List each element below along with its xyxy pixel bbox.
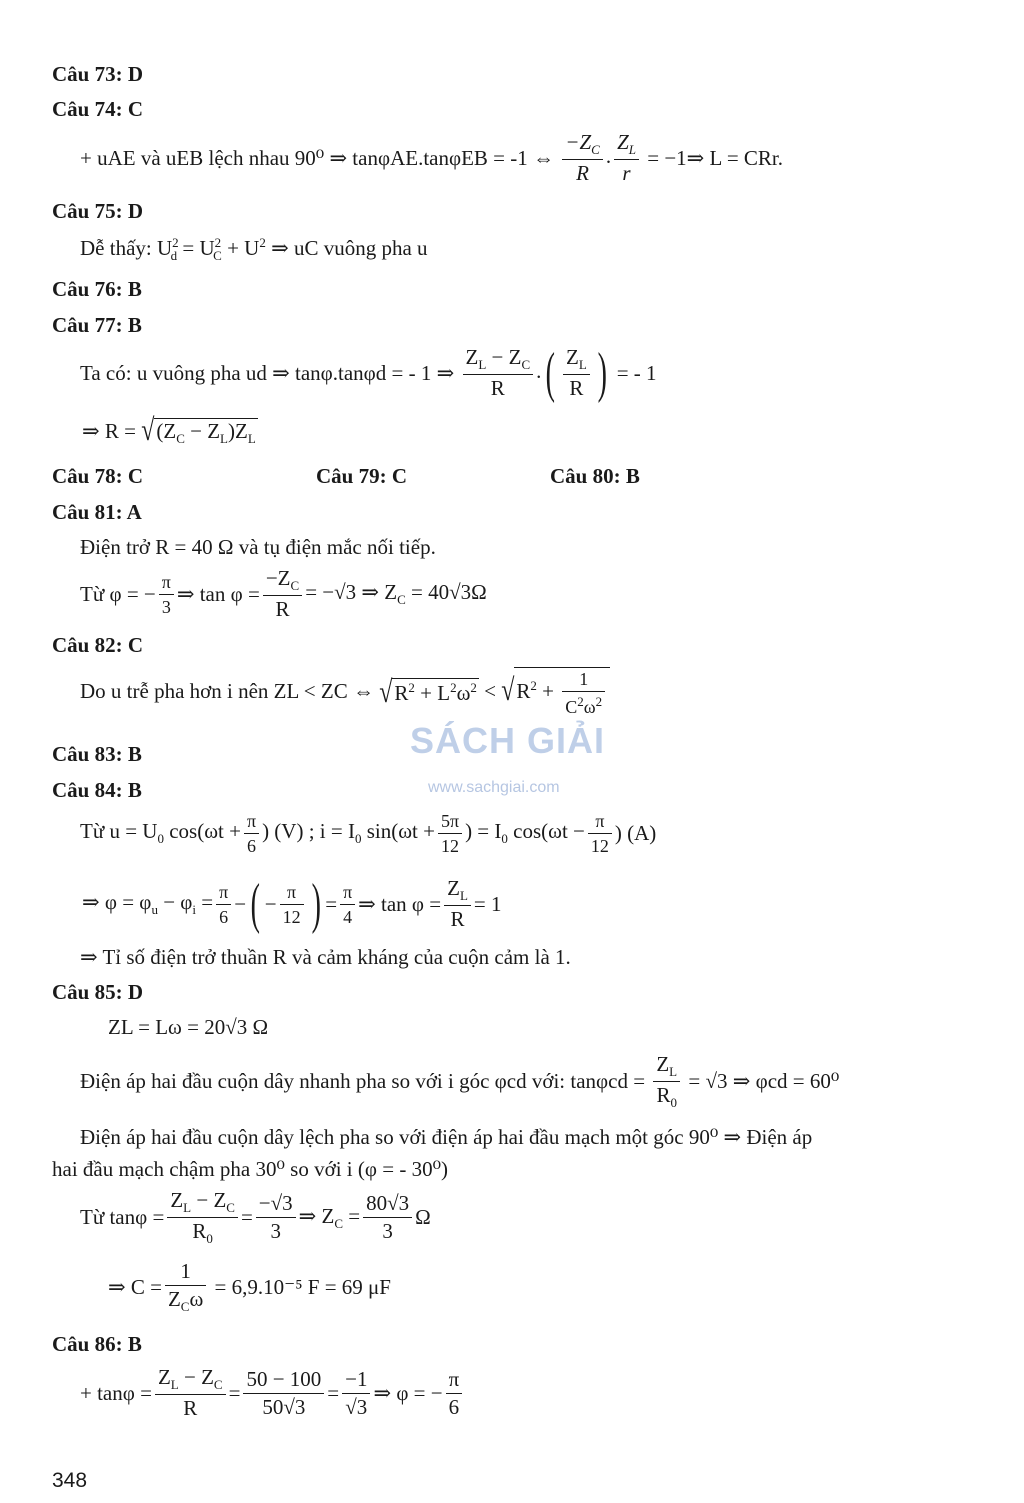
q85-line-2b: hai đầu mạch chậm pha 30⁰ so với i (φ = - 30⁰) xyxy=(52,1157,448,1181)
question-74-answer: Câu 74: C xyxy=(52,97,144,121)
q84-result: ⇒ Tỉ số điện trở thuần R và cảm kháng của cuộn cảm là 1. xyxy=(80,945,571,969)
q75-equation: Dễ thấy: $U^2_d = U^2_C + U^2$ ⇒ uC vuông pha u xyxy=(80,235,428,264)
q82-text: Do u trễ pha hơn i nên ZL < ZC ⇔ xyxy=(80,679,374,703)
q84-equation-2: ⇒ $\varphi = \varphi_u - \varphi_i$ = $\frac{\pi}{6}$ −( − $\frac{\pi}{12}$ ) = $\frac{\pi}{4}$ ⇒ tan φ = $\frac{Z_L}{R}$ = 1 xyxy=(82,873,502,935)
question-75-answer: Câu 75: D xyxy=(52,199,144,223)
q74-equation: + uAE và uEB lệch nhau 90⁰ ⇒ tanφAE.tanφEB = -1 ⇔ $\frac{-Z_C}{R}$ . $\frac{Z_L}{r}$ = −1⇒ L = CRr. xyxy=(80,130,784,186)
q74-fraction-zc-r: $\frac{-Z_C}{R}$ xyxy=(562,132,603,184)
question-76-answer: Câu 76: B xyxy=(52,277,142,301)
q84-equation-1: Từ $u = U_0$ cos(ωt + $\frac{\pi}{6}$ ) (V) ; $i = I_0$ sin(ωt + $\frac{5\pi}{12}$ ) = $I_0$ cos(ωt − $\frac{\pi}{12}$ ) (A) xyxy=(80,811,657,856)
question-86-answer: Câu 86: B xyxy=(52,1332,142,1356)
q85-zc-equation: Từ tanφ = $\frac{Z_L - Z_C}{R_0}$ = $\frac{-√3}{3}$ ⇒ $Z_C$ = $\frac{80√3}{3}$ Ω xyxy=(80,1188,431,1247)
watermark-logo: SÁCH GIẢI xyxy=(410,720,606,761)
q82-equation: Do u trễ pha hơn i nên ZL < ZC ⇔ $√R^2 + L^2\omega^2 < √R^2$ + $\frac{1}{C^2\omega^2}$ xyxy=(80,667,610,716)
question-73-answer: Câu 73: D xyxy=(52,62,144,86)
question-82-answer: Câu 82: C xyxy=(52,633,144,657)
q74-result: = −1⇒ L = CRr. xyxy=(647,145,784,170)
q85-c-equation: ⇒ C = 1 $Z_C\omega$ = 6,9.10⁻⁵ F = 69 μF xyxy=(108,1259,391,1315)
q77-r-text: ⇒ R = xyxy=(82,419,136,444)
q74-fraction-zl-r: $\frac{Z_L}{r}$ xyxy=(614,132,639,184)
q86-equation: + tanφ = $\frac{Z_L - Z_C}{R}$ = $\frac{50 - 100}{50√3}$ = $\frac{-1}{√3}$ ⇒ φ = − $\frac{\pi}{6}$ xyxy=(80,1367,465,1419)
q85-line-1: Điện áp hai đầu cuộn dây nhanh pha so với i góc φcd với: tanφcd = $\frac{Z_L}{R_0}$ = √3 ⇒ φcd = 60⁰ xyxy=(80,1052,840,1111)
question-84-answer: Câu 84: B xyxy=(52,778,142,802)
q74-text: + uAE và uEB lệch nhau 90⁰ ⇒ tanφAE.tanφEB = -1 ⇔ xyxy=(80,145,555,170)
q85-line-1-end: = √3 ⇒ φcd = 60⁰ xyxy=(688,1069,840,1094)
question-79-answer: Câu 79: C xyxy=(316,464,408,488)
q77-fraction-zl-r: $\frac{Z_L}{R}$ xyxy=(563,347,590,399)
q85-line-1-text: Điện áp hai đầu cuộn dây nhanh pha so với i góc φcd với: tanφcd = xyxy=(80,1069,646,1094)
q77-sqrt: $√(Z_C - Z_L)Z_L$ xyxy=(141,414,256,448)
q77-fraction: $\frac{Z_L - Z_C}{R}$ xyxy=(463,347,534,399)
q85-line-2a: Điện áp hai đầu cuộn dây lệch pha so với điện áp hai đầu mạch một góc 90⁰ ⇒ Điện áp xyxy=(80,1125,813,1149)
q85-zl: ZL = Lω = 20√3 Ω xyxy=(108,1015,269,1039)
question-83-answer: Câu 83: B xyxy=(52,742,142,766)
q77-result: = - 1 xyxy=(616,360,657,385)
q75-text: Dễ thấy: xyxy=(80,236,152,260)
q77-equation: Ta có: u vuông pha ud ⇒ tanφ.tanφd = - 1 ⇒ $\frac{Z_L - Z_C}{R}$ .( $\frac{Z_L}{R}$ ) = - 1 xyxy=(80,342,657,404)
question-81-answer: Câu 81: A xyxy=(52,500,142,524)
q85-c-result: = 6,9.10⁻⁵ F = 69 μF xyxy=(214,1274,391,1299)
question-85-answer: Câu 85: D xyxy=(52,980,144,1004)
q81-equation: Từ φ = − $\frac{\pi}{3}$ ⇒ tan φ = $\frac{-Z_C}{R}$ = −√3 ⇒ $Z_C = 40√3\Omega$ xyxy=(80,566,487,622)
page-number: 348 xyxy=(52,1469,88,1492)
question-80-answer: Câu 80: B xyxy=(550,464,640,488)
question-77-answer: Câu 77: B xyxy=(52,313,142,337)
q75-result: ⇒ uC vuông pha u xyxy=(271,236,428,260)
q77-r-formula xyxy=(82,414,258,448)
q77-text: Ta có: u vuông pha ud ⇒ tanφ.tanφd = - 1 ⇒ xyxy=(80,360,455,385)
question-78-answer: Câu 78: C xyxy=(52,464,144,488)
watermark-url: www.sachgiai.com xyxy=(428,779,560,796)
q81-text: Điện trở R = 40 Ω và tụ điện mắc nối tiếp. xyxy=(80,535,436,559)
